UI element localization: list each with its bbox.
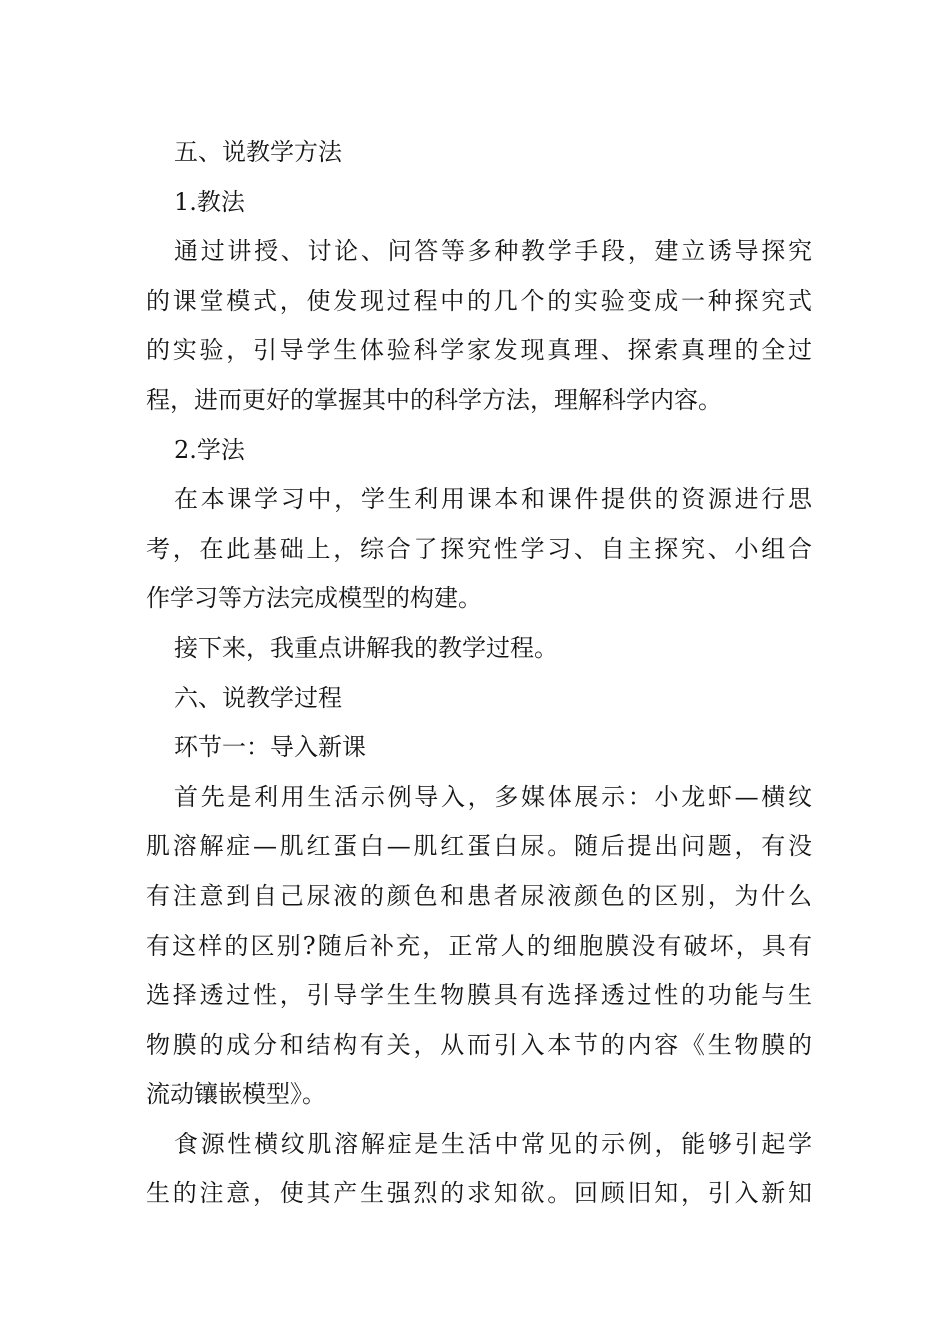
document-body [146, 128, 812, 1219]
paragraph-line: 流动镶嵌模型》。 [146, 1080, 326, 1109]
transition-line: 接下来，我重点讲解我的教学过程。 [174, 633, 558, 662]
subheading-teaching-method: 1.教法 [174, 187, 245, 216]
subheading-learning-method: 2.学法 [174, 435, 245, 464]
subheading-step-one: 环节一：导入新课 [174, 733, 366, 762]
paragraph-line: 有这样的区别?随后补充，正常人的细胞膜没有破坏，具有 [146, 931, 812, 960]
paragraph-line: 的课堂模式，使发现过程中的几个的实验变成一种探究式 [146, 286, 812, 315]
paragraph-line: 肌溶解症—肌红蛋白—肌红蛋白尿。随后提出问题，有没 [146, 832, 812, 861]
paragraph-line: 程，进而更好的掌握其中的科学方法，理解科学内容。 [146, 385, 722, 414]
paragraph-line: 首先是利用生活示例导入，多媒体展示：小龙虾—横纹 [174, 782, 812, 811]
paragraph-line: 考，在此基础上，综合了探究性学习、自主探究、小组合 [146, 534, 812, 563]
paragraph-line: 食源性横纹肌溶解症是生活中常见的示例，能够引起学 [174, 1129, 812, 1158]
paragraph-line: 作学习等方法完成模型的构建。 [146, 584, 482, 613]
paragraph-line: 的实验，引导学生体验科学家发现真理、探索真理的全过 [146, 336, 812, 365]
paragraph-line: 生的注意，使其产生强烈的求知欲。回顾旧知，引入新知 [146, 1179, 812, 1208]
paragraph-line: 在本课学习中，学生利用课本和课件提供的资源进行思 [174, 485, 812, 514]
paragraph-line: 通过讲授、讨论、问答等多种教学手段，建立诱导探究 [174, 237, 812, 266]
paragraph-line: 物膜的成分和结构有关，从而引入本节的内容《生物膜的 [146, 1030, 812, 1059]
paragraph-line: 选择透过性，引导学生生物膜具有选择透过性的功能与生 [146, 981, 812, 1010]
section-heading-teaching-methods: 五、说教学方法 [174, 138, 342, 166]
section-heading-teaching-process: 六、说教学过程 [174, 683, 342, 712]
paragraph-line: 有注意到自己尿液的颜色和患者尿液颜色的区别，为什么 [146, 881, 812, 910]
